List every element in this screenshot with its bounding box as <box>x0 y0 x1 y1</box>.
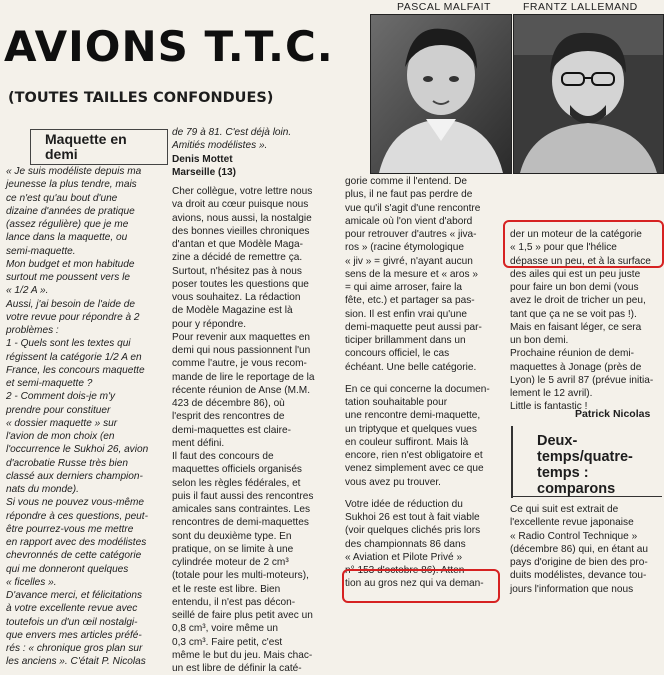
text-line: dépasse un peu, et à la surface <box>510 255 651 267</box>
text-line: chevronnés de cette catégorie <box>6 550 142 562</box>
text-line: surtout me poussent vers le <box>6 272 130 283</box>
article-signature: Patrick Nicolas <box>575 408 651 420</box>
text-line: qui me donneront quelques <box>6 563 129 575</box>
text-line: d'acrobatie Russe très bien <box>6 457 128 469</box>
text-line: une rencontre demi-maquette, <box>345 410 481 422</box>
text-line: maquettes à Jonage (près de <box>510 361 642 373</box>
text-line: sont du deuxième type. En <box>172 530 292 542</box>
text-line: puis il faut aussi des rencontres <box>172 490 314 502</box>
text-line: Cher collègue, votre lettre nous <box>172 186 313 197</box>
text-line: gorie comme il l'entend. De <box>345 176 467 187</box>
text-line: tion au gros nez qui va deman- <box>345 578 484 590</box>
text-line: vous souhaitez. La rédaction <box>172 292 301 303</box>
text-line: « Aviation et Pilote Privé » <box>345 551 463 563</box>
text-line: « jiv » = givré, n'ayant aucun <box>345 255 473 267</box>
text-line: France, les concours maquette <box>6 364 145 376</box>
text-line: ment défini. <box>172 437 225 449</box>
text-line: vous avez pu trouver. <box>345 476 441 488</box>
text-line: semi-maquette. <box>6 245 76 257</box>
text-line: problèmes : <box>6 325 59 336</box>
text-line: à votre excellente revue avec <box>6 603 138 615</box>
article-subtitle: (TOUTES TAILLES CONFONDUES) <box>8 90 274 106</box>
text-line: demi qui nous passionnent l'un <box>172 345 311 356</box>
text-line: der un moteur de la catégorie <box>510 229 642 240</box>
photo-caption: FRANTZ LALLEMAND <box>523 1 638 13</box>
text-line: de 79 à 81. C'est déjà loin. <box>172 127 292 138</box>
text-line: Votre idée de réduction du <box>345 498 463 510</box>
text-line: ticiper brillamment dans un <box>345 335 466 346</box>
text-line: vue qu'il s'agit d'une rencontre <box>345 202 481 214</box>
text-line: pratique, on se limite à une <box>172 543 294 555</box>
text-line: « 1,5 » pour que l'hélice <box>510 242 617 254</box>
text-line: ros » (racine étymologique <box>345 242 464 254</box>
letter-signature: Denis Mottet <box>172 153 233 165</box>
text-line: lement le 12 avril). <box>510 388 593 399</box>
text-line: amicales sans contraintes. Les <box>172 504 311 515</box>
text-line: avez le droit de tricher un peu, <box>510 295 646 307</box>
text-line: « ficelles ». <box>6 576 57 588</box>
text-line: duits modélistes, devance tou- <box>510 570 647 582</box>
text-line: un est libre de définir la caté- <box>172 663 302 674</box>
text-line: « Je suis modéliste depuis ma <box>6 166 142 177</box>
text-line: Pour revenir aux maquettes en <box>172 331 311 343</box>
text-line: jeunesse la plus tendre, mais <box>6 179 137 191</box>
text-line: prendre pour constituer <box>6 404 111 416</box>
section-heading: Maquette en <box>45 131 127 147</box>
text-line: nats du monde). <box>6 484 79 495</box>
text-line: de Modèle Magazine est là <box>172 305 293 317</box>
box-heading-line: temps : <box>537 465 589 481</box>
text-line: « Radio Control Technique » <box>510 530 638 542</box>
text-line: Little is fantastic ! <box>510 401 588 413</box>
text-line: concours officiel, le cas <box>345 348 450 360</box>
highlight-annotation <box>342 569 500 603</box>
section-heading: demi <box>45 146 78 162</box>
text-line: sion. Il est enfin vrai qu'une <box>345 308 468 320</box>
text-line: sens de la mesure et « aros » <box>345 268 478 280</box>
text-line: Il faut des concours de <box>172 451 274 462</box>
reader-letter-column <box>6 165 166 668</box>
article-title: AVIONS T.T.C. <box>4 22 334 71</box>
letter-signature: Marseille (13) <box>172 166 236 178</box>
box-heading <box>537 433 633 497</box>
text-line: et le reste est libre. Bien <box>172 583 281 595</box>
box-divider <box>511 426 513 498</box>
section-heading-box <box>30 129 168 165</box>
text-line: l'occurrence le Sukhoi 26, avion <box>6 444 149 456</box>
text-line: que envers mes articles préfé- <box>6 629 142 641</box>
text-line: ce n'est qu'au bout d'une <box>6 192 118 204</box>
text-line: comme l'autre, je vous recom- <box>172 358 307 370</box>
text-line: des ailes qui est un peu juste <box>510 268 641 280</box>
text-line: pour faire un bon demi (vous <box>510 282 639 293</box>
text-line: pour y répondre. <box>172 318 247 330</box>
text-line: cylindrée moteur de 2 cm³ <box>172 557 289 568</box>
text-line: Mon budget et mon habitude <box>6 258 135 270</box>
text-line: demi-maquettes est claire- <box>172 424 291 436</box>
text-line: l'excellente revue japonaise <box>510 517 634 529</box>
text-line: votre revue pour répondre à 2 <box>6 311 140 323</box>
text-line: Ce qui suit est extrait de <box>510 504 619 515</box>
text-line: lance dans la maquette, ou <box>6 232 128 244</box>
text-line: avions, nous aussi, la nostalgie <box>172 212 312 224</box>
text-line: n° 153 d'octobre 86). Atten- <box>345 565 468 576</box>
text-line: un triptyque et quelques vues <box>345 423 477 435</box>
paragraph-gap <box>345 374 499 383</box>
text-line: zine a décidé de remettre ça. <box>172 252 303 264</box>
text-line: l'avion de mon choix (en <box>6 431 115 442</box>
text-line: pour retrouver d'autres « jiva- <box>345 229 477 240</box>
text-line: des bonnes vieilles chroniques <box>172 225 310 237</box>
box-heading-line: Deux- <box>537 433 578 449</box>
portrait-photo <box>370 14 512 174</box>
text-line: mande de lire le reportage de la <box>172 371 315 383</box>
text-line: Lyon) le 5 avril 87 (prévue initia- <box>510 374 654 386</box>
text-line: récente réunion de Anse (M.M. <box>172 384 311 396</box>
text-line: Prochaine réunion de demi- <box>510 348 635 360</box>
text-line: régissent la catégorie 1/2 A en <box>6 351 142 363</box>
text-line: = qui aime arroser, faire la <box>345 282 462 293</box>
text-line: (voir quelques clichés pris lors <box>345 525 481 537</box>
text-line: va droit au cœur puisque nous <box>172 199 309 211</box>
text-line: tant que ça ne se voit pas !). <box>510 308 637 320</box>
text-line: poser toutes les questions que <box>172 278 309 290</box>
text-line: entendu, il n'est pas décon- <box>172 596 296 608</box>
text-line: Surtout, n'hésitez pas à nous <box>172 265 302 277</box>
text-line: venez simplement avec ce que <box>345 463 484 475</box>
portrait-photo <box>513 14 664 174</box>
text-line: encore, rien n'est obligatoire et <box>345 450 483 461</box>
text-line: pays d'origine de bien des pro- <box>510 557 648 568</box>
text-line: plus, il ne faut pas perdre de <box>345 189 473 201</box>
text-line: demi-maquette peut aussi par- <box>345 321 482 333</box>
text-line: fête, etc.) et partager sa pas- <box>345 295 475 307</box>
text-line: être pourrez-vous me mettre <box>6 523 134 535</box>
text-line: jours l'information que nous <box>510 583 634 595</box>
text-line: 0,8 cm³, voire même un <box>172 623 279 635</box>
text-line: 423 de décembre 86), où <box>172 398 285 409</box>
text-line: l'esprit des rencontres de <box>172 411 285 423</box>
paragraph-gap <box>345 489 499 498</box>
text-line: en rapport avec des modélistes <box>6 537 147 548</box>
portrait-image <box>514 15 663 173</box>
reply-column <box>345 175 499 600</box>
text-line: rés : « chronique gros plan sur <box>6 643 143 654</box>
text-line: D'avance merci, et félicitations <box>6 590 143 601</box>
text-line: classé aux derniers champion- <box>6 470 143 482</box>
text-line: (décembre 86) qui, en étant au <box>510 543 649 555</box>
text-line: 0,3 cm³. Faire petit, c'est <box>172 636 283 648</box>
text-line: Amitiés modélistes ». <box>172 140 268 152</box>
text-line: « 1/2 A ». <box>6 285 49 297</box>
text-line: toutefois un d'un œil nostalgi- <box>6 616 138 628</box>
text-line: « dossier maquette » sur <box>6 417 118 429</box>
text-line: répondre à ces questions, peut- <box>6 510 148 522</box>
text-line: un bon demi. <box>510 335 569 346</box>
text-line: en couleur suffiront. Mais là <box>345 436 469 448</box>
text-line: (assez régulière) que je me <box>6 219 129 230</box>
text-line: même le but du jeu. Mais chac- <box>172 649 313 661</box>
text-line: maquettes officiels organisés <box>172 464 302 476</box>
text-line: dizaine d'années de pratique <box>6 205 135 217</box>
text-line: et semi-maquette ? <box>6 378 93 389</box>
text-line: d'antan et que Modèle Maga- <box>172 239 303 250</box>
text-line: selon les règles fédérales, et <box>172 477 301 489</box>
text-line: Mais en faisant léger, ce sera <box>510 321 642 333</box>
sidebar-article <box>510 503 662 600</box>
text-line: 2 - Comment dois-je m'y <box>6 391 116 403</box>
portrait-image <box>371 15 511 173</box>
text-line: amicale où l'on vient d'abord <box>345 215 473 227</box>
text-line: tation souhaitable pour <box>345 397 448 408</box>
text-line: seillé de faire plus petit avec un <box>172 610 313 621</box>
text-line: Si vous ne pouvez vous-même <box>6 497 145 509</box>
text-line: Sukhoi 26 est tout à fait viable <box>345 512 480 523</box>
text-line: les anciens ». C'était P. Nicolas <box>6 656 146 668</box>
text-line: 1 - Quels sont les textes qui <box>6 338 131 350</box>
text-line: En ce qui concerne la documen- <box>345 383 490 395</box>
photo-caption: PASCAL MALFAIT <box>397 1 491 13</box>
text-line: rencontres de demi-maquettes <box>172 517 309 529</box>
box-heading-line: temps/quatre- <box>537 449 633 465</box>
reply-column <box>172 126 337 674</box>
text-line: Aussi, j'ai besoin de l'aide de <box>6 298 135 310</box>
text-line: des championnats 86 dans <box>345 538 466 550</box>
text-line: échéant. Une belle catégorie. <box>345 361 477 373</box>
text-line: (totale pour les multi-moteurs), <box>172 570 309 582</box>
box-heading-line: comparons <box>537 481 616 497</box>
